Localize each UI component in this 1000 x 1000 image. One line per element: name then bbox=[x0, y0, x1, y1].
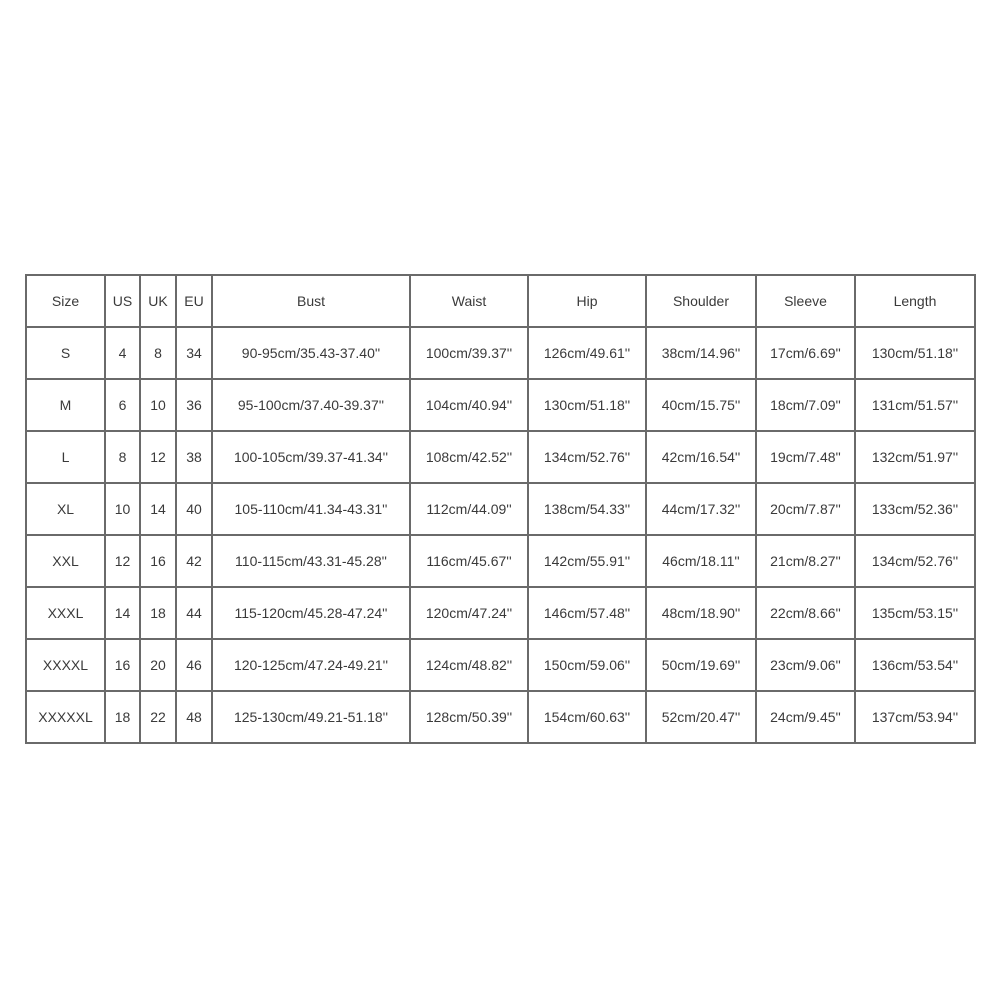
cell-waist: 104cm/40.94'' bbox=[410, 379, 528, 431]
cell-length: 134cm/52.76'' bbox=[855, 535, 975, 587]
cell-waist: 128cm/50.39'' bbox=[410, 691, 528, 743]
table-row bbox=[26, 431, 975, 483]
cell-waist: 124cm/48.82'' bbox=[410, 639, 528, 691]
cell-hip: 126cm/49.61'' bbox=[528, 327, 646, 379]
cell-shoulder: 46cm/18.11'' bbox=[646, 535, 756, 587]
cell-size: L bbox=[26, 431, 105, 483]
cell-shoulder: 40cm/15.75'' bbox=[646, 379, 756, 431]
cell-us: 6 bbox=[105, 379, 140, 431]
cell-length: 132cm/51.97'' bbox=[855, 431, 975, 483]
cell-eu: 34 bbox=[176, 327, 212, 379]
cell-uk: 10 bbox=[140, 379, 176, 431]
cell-bust: 125-130cm/49.21-51.18'' bbox=[212, 691, 410, 743]
header-sleeve: Sleeve bbox=[756, 275, 855, 327]
cell-size: M bbox=[26, 379, 105, 431]
header-us: US bbox=[105, 275, 140, 327]
cell-uk: 22 bbox=[140, 691, 176, 743]
cell-hip: 134cm/52.76'' bbox=[528, 431, 646, 483]
cell-eu: 40 bbox=[176, 483, 212, 535]
cell-shoulder: 44cm/17.32'' bbox=[646, 483, 756, 535]
cell-shoulder: 38cm/14.96'' bbox=[646, 327, 756, 379]
cell-sleeve: 23cm/9.06'' bbox=[756, 639, 855, 691]
cell-eu: 42 bbox=[176, 535, 212, 587]
cell-sleeve: 22cm/8.66'' bbox=[756, 587, 855, 639]
cell-us: 4 bbox=[105, 327, 140, 379]
cell-us: 12 bbox=[105, 535, 140, 587]
size-chart-table bbox=[25, 274, 976, 744]
header-waist: Waist bbox=[410, 275, 528, 327]
cell-size: XXL bbox=[26, 535, 105, 587]
cell-hip: 130cm/51.18'' bbox=[528, 379, 646, 431]
cell-uk: 12 bbox=[140, 431, 176, 483]
table-row bbox=[26, 587, 975, 639]
cell-sleeve: 19cm/7.48'' bbox=[756, 431, 855, 483]
size-chart-body bbox=[26, 327, 975, 743]
cell-length: 130cm/51.18'' bbox=[855, 327, 975, 379]
header-size: Size bbox=[26, 275, 105, 327]
cell-waist: 108cm/42.52'' bbox=[410, 431, 528, 483]
cell-hip: 146cm/57.48'' bbox=[528, 587, 646, 639]
cell-us: 14 bbox=[105, 587, 140, 639]
cell-hip: 142cm/55.91'' bbox=[528, 535, 646, 587]
cell-size: XL bbox=[26, 483, 105, 535]
table-row bbox=[26, 691, 975, 743]
table-row bbox=[26, 379, 975, 431]
cell-size: XXXXL bbox=[26, 639, 105, 691]
cell-us: 8 bbox=[105, 431, 140, 483]
cell-eu: 46 bbox=[176, 639, 212, 691]
cell-length: 131cm/51.57'' bbox=[855, 379, 975, 431]
cell-bust: 105-110cm/41.34-43.31'' bbox=[212, 483, 410, 535]
cell-shoulder: 52cm/20.47'' bbox=[646, 691, 756, 743]
header-uk: UK bbox=[140, 275, 176, 327]
cell-eu: 48 bbox=[176, 691, 212, 743]
cell-size: S bbox=[26, 327, 105, 379]
cell-bust: 115-120cm/45.28-47.24'' bbox=[212, 587, 410, 639]
cell-sleeve: 17cm/6.69'' bbox=[756, 327, 855, 379]
cell-uk: 14 bbox=[140, 483, 176, 535]
cell-hip: 154cm/60.63'' bbox=[528, 691, 646, 743]
cell-eu: 44 bbox=[176, 587, 212, 639]
cell-us: 10 bbox=[105, 483, 140, 535]
cell-length: 135cm/53.15'' bbox=[855, 587, 975, 639]
cell-waist: 120cm/47.24'' bbox=[410, 587, 528, 639]
cell-sleeve: 21cm/8.27'' bbox=[756, 535, 855, 587]
cell-bust: 100-105cm/39.37-41.34'' bbox=[212, 431, 410, 483]
header-length: Length bbox=[855, 275, 975, 327]
cell-length: 136cm/53.54'' bbox=[855, 639, 975, 691]
table-row bbox=[26, 535, 975, 587]
cell-shoulder: 50cm/19.69'' bbox=[646, 639, 756, 691]
cell-us: 18 bbox=[105, 691, 140, 743]
table-row bbox=[26, 639, 975, 691]
cell-us: 16 bbox=[105, 639, 140, 691]
cell-length: 137cm/53.94'' bbox=[855, 691, 975, 743]
cell-shoulder: 48cm/18.90'' bbox=[646, 587, 756, 639]
cell-size: XXXXXL bbox=[26, 691, 105, 743]
cell-size: XXXL bbox=[26, 587, 105, 639]
header-eu: EU bbox=[176, 275, 212, 327]
cell-bust: 90-95cm/35.43-37.40'' bbox=[212, 327, 410, 379]
cell-uk: 20 bbox=[140, 639, 176, 691]
cell-hip: 150cm/59.06'' bbox=[528, 639, 646, 691]
cell-uk: 18 bbox=[140, 587, 176, 639]
cell-uk: 8 bbox=[140, 327, 176, 379]
cell-length: 133cm/52.36'' bbox=[855, 483, 975, 535]
table-row bbox=[26, 327, 975, 379]
cell-eu: 36 bbox=[176, 379, 212, 431]
cell-bust: 110-115cm/43.31-45.28'' bbox=[212, 535, 410, 587]
cell-shoulder: 42cm/16.54'' bbox=[646, 431, 756, 483]
cell-eu: 38 bbox=[176, 431, 212, 483]
cell-waist: 100cm/39.37'' bbox=[410, 327, 528, 379]
header-shoulder: Shoulder bbox=[646, 275, 756, 327]
cell-sleeve: 18cm/7.09'' bbox=[756, 379, 855, 431]
cell-waist: 116cm/45.67'' bbox=[410, 535, 528, 587]
cell-hip: 138cm/54.33'' bbox=[528, 483, 646, 535]
cell-bust: 95-100cm/37.40-39.37'' bbox=[212, 379, 410, 431]
cell-uk: 16 bbox=[140, 535, 176, 587]
cell-sleeve: 24cm/9.45'' bbox=[756, 691, 855, 743]
cell-bust: 120-125cm/47.24-49.21'' bbox=[212, 639, 410, 691]
header-hip: Hip bbox=[528, 275, 646, 327]
header-row bbox=[26, 275, 975, 327]
cell-waist: 112cm/44.09'' bbox=[410, 483, 528, 535]
cell-sleeve: 20cm/7.87'' bbox=[756, 483, 855, 535]
table-row bbox=[26, 483, 975, 535]
header-bust: Bust bbox=[212, 275, 410, 327]
